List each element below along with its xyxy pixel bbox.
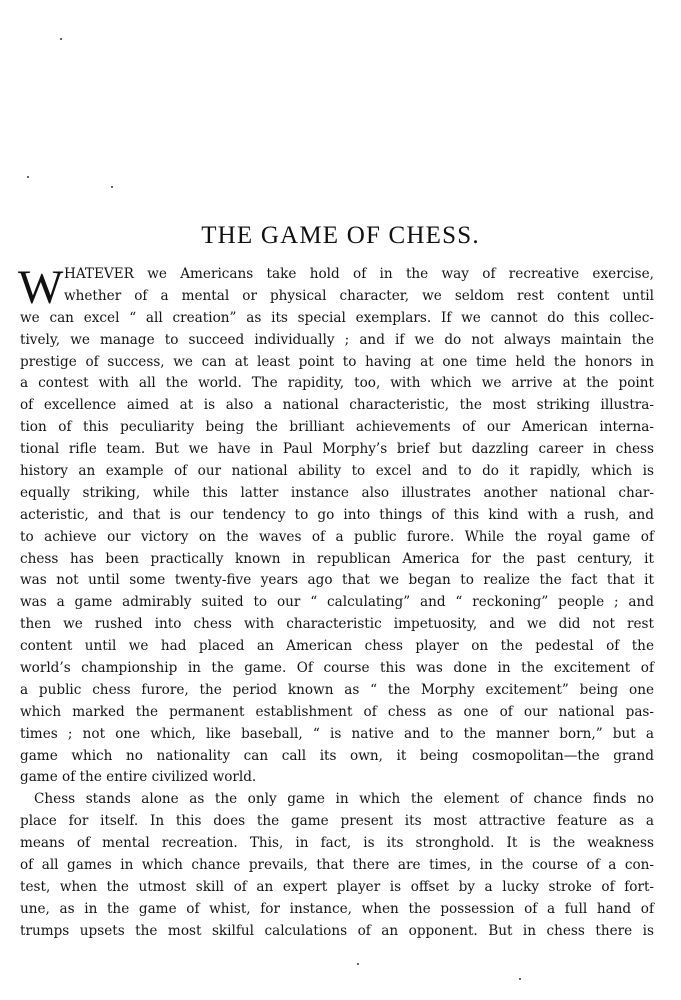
body-text [18,261,654,943]
text-line: une, as in the game of whist, for instance, when the possession of a full hand of [20,900,654,917]
scan-speck [60,38,62,40]
drop-cap: W [18,261,64,314]
text-line: was not until some twenty-five years ago that we began to realize the fact that it [20,572,654,589]
text-line: tional rifle team. But we have in Paul Morphy’s brief but dazzling career in chess [20,441,654,458]
scan-speck [357,963,359,965]
text-line: a public chess furore, the period known as “ the Morphy excitement” being one [20,681,654,698]
text-line: we can excel “ all creation” as its special exemplars. If we cannot do this collec- [20,309,654,326]
scan-speck [111,186,113,188]
text-line: chess has been practically known in republican America for the past century, it [20,550,654,567]
text-line: means of mental recreation. This, in fact, is its stronghold. It is the weakness [20,835,654,852]
paragraph-2 [20,789,654,942]
text-line: place for itself. In this does the game present its most attractive feature as a [20,813,654,830]
text-line: tively, we manage to succeed individually ; and if we do not always maintain the [20,331,654,348]
scan-speck [27,176,29,178]
chapter-title: THE GAME OF CHESS. [201,222,480,249]
text-line: trumps upsets the most skilful calculations of an opponent. But in chess there is [20,922,654,939]
text-line: of all games in which chance prevails, that there are times, in the course of a con- [20,857,654,874]
text-line: tion of this peculiarity being the brilliant achievements of our American interna- [20,419,654,436]
text-line: whether of a mental or physical character, we seldom rest content until [64,287,654,304]
text-line: of excellence aimed at is also a national characteristic, the most striking illustra- [20,397,654,414]
text-line: which marked the permanent establishment of chess as one of our national pas- [20,703,654,720]
paragraph-1 [18,261,654,789]
text-line: times ; not one which, like baseball, “ is native and to the manner born,” but a [20,725,654,742]
text-line: game of the entire civilized world. [20,769,257,786]
text-line: acteristic, and that is our tendency to go into things of this kind with a rush, and [20,506,654,523]
text-line: to achieve our victory on the waves of a public furore. While the royal game of [20,528,654,545]
text-line: prestige of success, we can at least point to having at one time held the honors in [20,353,654,370]
scan-speck [519,978,521,980]
text-line: then we rushed into chess with characteristic impetuosity, and we did not rest [20,616,654,633]
text-line: HATEVER we Americans take hold of in the way of recreative exercise, [64,266,654,282]
text-line: test, when the utmost skill of an expert player is offset by a lucky stroke of fort- [20,878,654,895]
text-line: was a game admirably suited to our “ calculating” and “ reckoning” people ; and [20,594,654,611]
text-line: Chess stands alone as the only game in which the element of chance finds no [34,791,654,808]
text-line: a contest with all the world. The rapidity, too, with which we arrive at the point [20,375,654,392]
text-line: world’s championship in the game. Of course this was done in the excitement of [20,660,654,677]
text-line: equally striking, while this latter instance also illustrates another national char- [20,484,654,501]
text-line: game which no nationality can call its own, it being cosmopolitan—the grand [20,747,654,764]
text-line: content until we had placed an American chess player on the pedestal of the [20,638,654,655]
text-line: history an example of our national ability to excel and to do it rapidly, which is [20,463,654,480]
